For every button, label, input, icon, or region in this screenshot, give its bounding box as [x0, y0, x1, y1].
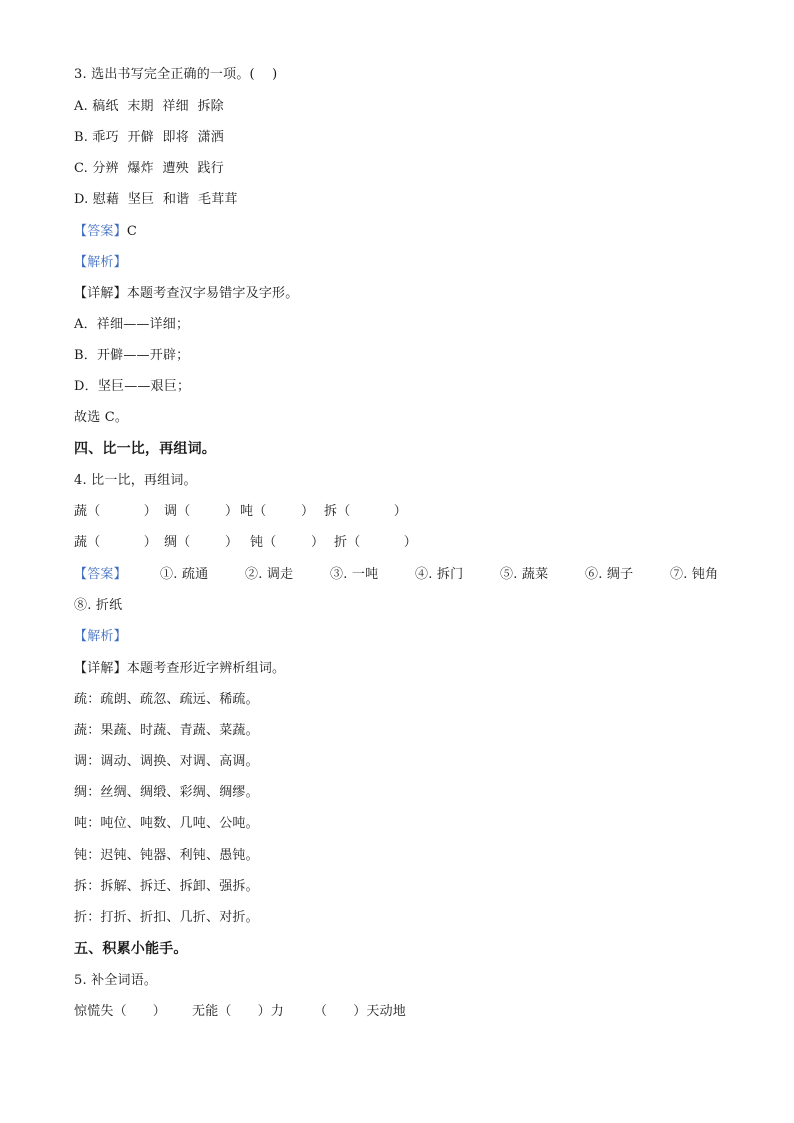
q4-row2-item: 钝（ ）	[250, 535, 325, 550]
q4-stem: 4. 比一比，再组词。	[74, 473, 197, 488]
answer-item: ①. 疏通	[160, 567, 209, 582]
q4-row2-item: 折（ ）	[334, 535, 417, 550]
detail-intro: 本题考查形近字辨析组词。	[126, 661, 286, 676]
answer-item: ⑤. 蔬菜	[500, 567, 549, 582]
q3-option-b: B. 乖巧 开僻 即将 潇洒	[74, 130, 225, 145]
answer-item: ③. 一吨	[330, 567, 379, 582]
answer-item: ②. 调走	[245, 567, 294, 582]
answer-item: ④. 拆门	[415, 567, 464, 582]
q4-row1-item: 蔬（ ）	[74, 504, 157, 519]
q4-answer-last: ⑧. 折纸	[74, 598, 123, 613]
q4-row2-item: 绸（ ）	[164, 535, 239, 550]
q4-row1-item: 调（ ）	[164, 504, 239, 519]
detail-tag: 【详解】	[74, 661, 127, 676]
q4-answers	[74, 566, 734, 584]
section4-heading: 四、比一比，再组词。	[74, 441, 216, 457]
q4-group: 拆：拆解、拆迁、拆卸、强拆。	[74, 879, 259, 894]
q4-group: 吨：吨位、吨数、几吨、公吨。	[74, 816, 259, 831]
q5-stem: 5. 补全词语。	[74, 973, 158, 988]
q4-row1	[74, 503, 734, 521]
q3-stem: 3. 选出书写完全正确的一项。( )	[74, 67, 278, 82]
q4-group: 折：打折、折扣、几折、对折。	[74, 910, 259, 925]
q3-correction-a: A．祥细——详细；	[74, 317, 190, 332]
q3-option-d: D. 慰藉 坚巨 和谐 毛茸茸	[74, 192, 238, 207]
detail-tag: 【详解】	[74, 286, 127, 301]
q4-row2	[74, 534, 734, 552]
q4-group: 蔬：果蔬、时蔬、青蔬、菜蔬。	[74, 723, 259, 738]
answer-value: C	[126, 224, 137, 239]
q3-detail	[74, 285, 298, 303]
q3-correction-b: B．开僻——开辟；	[74, 348, 190, 363]
q3-correction-d: D．坚巨——艰巨；	[74, 379, 191, 394]
q4-detail	[74, 660, 285, 678]
detail-intro: 本题考查汉字易错字及字形。	[126, 286, 299, 301]
q5-blanks	[74, 1003, 474, 1021]
q4-group: 绸：丝绸、绸缎、彩绸、绸缪。	[74, 785, 259, 800]
answer-item: ⑦. 钝角	[670, 567, 719, 582]
q4-row1-item: 吨（ ）	[240, 504, 315, 519]
q3-option-a: A. 稿纸 末期 祥细 拆除	[74, 99, 224, 114]
answer-tag: 【答案】	[74, 567, 127, 582]
q4-row1-item: 拆（ ）	[324, 504, 407, 519]
q3-option-c: C. 分辨 爆炸 遭殃 践行	[74, 161, 224, 176]
section5-heading: 五、积累小能手。	[74, 941, 188, 957]
q3-analysis-tag: 【解析】	[74, 255, 127, 270]
answer-tag: 【答案】	[74, 224, 127, 239]
q3-answer	[74, 223, 137, 241]
answer-item: ⑥. 绸子	[585, 567, 634, 582]
q4-analysis-tag: 【解析】	[74, 629, 127, 644]
q5-blank-item: 无能（ ）力	[192, 1004, 284, 1019]
q4-group: 调：调动、调换、对调、高调。	[74, 754, 259, 769]
q4-group: 疏：疏朗、疏忽、疏远、稀疏。	[74, 692, 259, 707]
q4-row2-item: 蔬（ ）	[74, 535, 157, 550]
q3-conclusion: 故选 C。	[74, 410, 129, 425]
q4-group: 钝：迟钝、钝器、利钝、愚钝。	[74, 848, 259, 863]
q5-blank-item: （ ）天动地	[314, 1004, 406, 1019]
q5-blank-item: 惊慌失（ ）	[74, 1004, 166, 1019]
